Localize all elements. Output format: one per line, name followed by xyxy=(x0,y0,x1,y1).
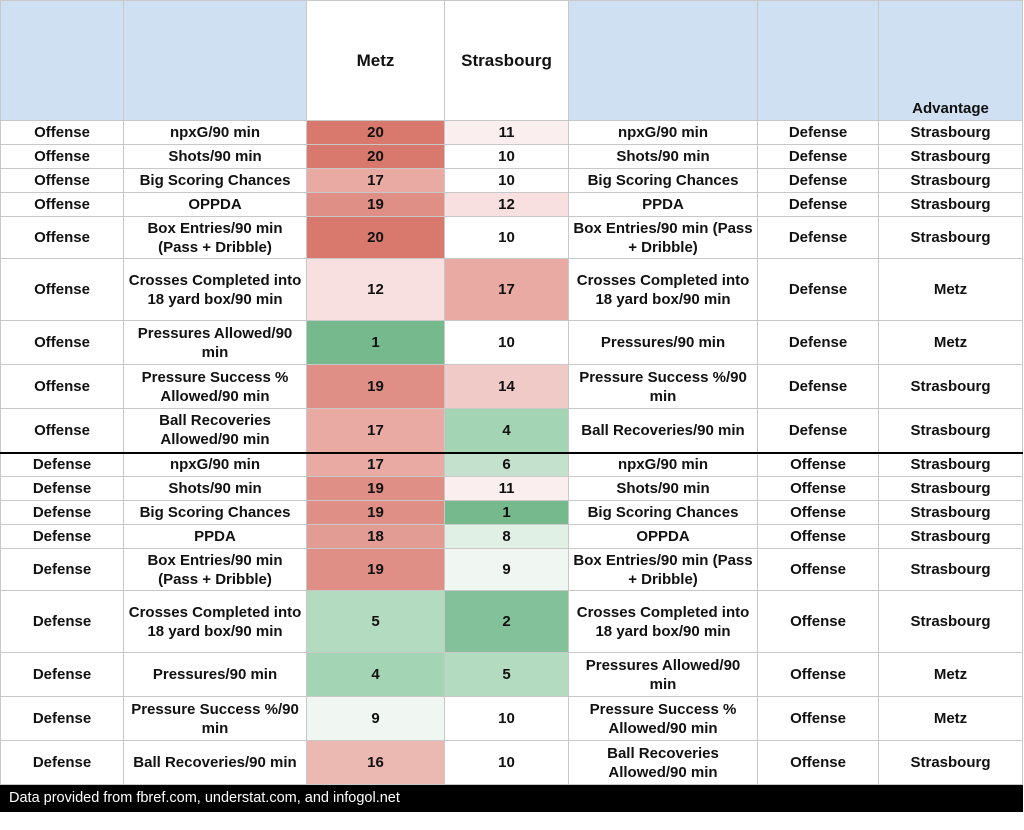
metric-left-cell[interactable]: Ball Recoveries Allowed/90 min xyxy=(124,409,307,453)
metz-value-cell[interactable]: 1 xyxy=(307,321,445,365)
metric-right-cell[interactable]: Pressures Allowed/90 min xyxy=(569,653,758,697)
category-left-cell[interactable]: Offense xyxy=(1,409,124,453)
strasbourg-value-cell[interactable]: 5 xyxy=(445,653,569,697)
table-row xyxy=(1,217,1023,259)
category-right-cell[interactable]: Defense xyxy=(758,409,879,453)
metz-value-cell[interactable]: 17 xyxy=(307,409,445,453)
table-row xyxy=(1,525,1023,549)
table-row xyxy=(1,321,1023,365)
advantage-cell[interactable]: Strasbourg xyxy=(879,477,1023,501)
advantage-cell[interactable]: Strasbourg xyxy=(879,525,1023,549)
metric-right-cell[interactable]: Pressure Success % Allowed/90 min xyxy=(569,697,758,741)
header-row xyxy=(1,1,1023,121)
metric-left-cell[interactable]: Box Entries/90 min (Pass + Dribble) xyxy=(124,217,307,259)
advantage-cell[interactable]: Metz xyxy=(879,259,1023,321)
category-right-cell[interactable]: Offense xyxy=(758,591,879,653)
header-strasbourg[interactable]: Strasbourg xyxy=(445,1,569,121)
strasbourg-value-cell[interactable]: 10 xyxy=(445,145,569,169)
metric-left-cell[interactable]: OPPDA xyxy=(124,193,307,217)
metz-value-cell[interactable]: 12 xyxy=(307,259,445,321)
category-right-cell[interactable]: Offense xyxy=(758,549,879,591)
category-left-cell[interactable]: Defense xyxy=(1,697,124,741)
metz-value-cell[interactable]: 5 xyxy=(307,591,445,653)
metric-right-cell[interactable]: Crosses Completed into 18 yard box/90 min xyxy=(569,259,758,321)
metric-left-cell[interactable]: Big Scoring Chances xyxy=(124,169,307,193)
metz-value-cell[interactable]: 20 xyxy=(307,121,445,145)
table-row xyxy=(1,121,1023,145)
metz-value-cell[interactable]: 17 xyxy=(307,453,445,477)
metric-left-cell[interactable]: Pressure Success % Allowed/90 min xyxy=(124,365,307,409)
metric-left-cell[interactable]: Crosses Completed into 18 yard box/90 min xyxy=(124,591,307,653)
strasbourg-value-cell[interactable]: 10 xyxy=(445,217,569,259)
metric-right-cell[interactable]: OPPDA xyxy=(569,525,758,549)
strasbourg-value-cell[interactable]: 12 xyxy=(445,193,569,217)
advantage-cell[interactable]: Strasbourg xyxy=(879,365,1023,409)
metz-value-cell[interactable]: 20 xyxy=(307,145,445,169)
metric-left-cell[interactable]: npxG/90 min xyxy=(124,453,307,477)
category-left-cell[interactable]: Defense xyxy=(1,477,124,501)
strasbourg-value-cell[interactable]: 10 xyxy=(445,321,569,365)
metric-left-cell[interactable]: npxG/90 min xyxy=(124,121,307,145)
advantage-cell[interactable]: Strasbourg xyxy=(879,217,1023,259)
category-right-cell[interactable]: Offense xyxy=(758,501,879,525)
table-row xyxy=(1,453,1023,477)
category-right-cell[interactable]: Offense xyxy=(758,453,879,477)
metric-left-cell[interactable]: Box Entries/90 min (Pass + Dribble) xyxy=(124,549,307,591)
metz-value-cell[interactable]: 20 xyxy=(307,217,445,259)
category-right-cell[interactable]: Offense xyxy=(758,653,879,697)
category-left-cell[interactable]: Offense xyxy=(1,321,124,365)
metric-right-cell[interactable]: Big Scoring Chances xyxy=(569,501,758,525)
metric-right-cell[interactable]: npxG/90 min xyxy=(569,453,758,477)
strasbourg-value-cell[interactable]: 14 xyxy=(445,365,569,409)
metric-left-cell[interactable]: Ball Recoveries/90 min xyxy=(124,741,307,785)
table-row xyxy=(1,169,1023,193)
metric-left-cell[interactable]: Crosses Completed into 18 yard box/90 min xyxy=(124,259,307,321)
strasbourg-value-cell[interactable]: 11 xyxy=(445,477,569,501)
advantage-cell[interactable]: Metz xyxy=(879,653,1023,697)
table-row xyxy=(1,697,1023,741)
metz-value-cell[interactable]: 4 xyxy=(307,653,445,697)
advantage-cell[interactable]: Strasbourg xyxy=(879,145,1023,169)
table-row xyxy=(1,741,1023,785)
strasbourg-value-cell[interactable]: 8 xyxy=(445,525,569,549)
strasbourg-value-cell[interactable]: 10 xyxy=(445,697,569,741)
category-right-cell[interactable]: Defense xyxy=(758,217,879,259)
metric-left-cell[interactable]: Pressures Allowed/90 min xyxy=(124,321,307,365)
metric-right-cell[interactable]: Ball Recoveries/90 min xyxy=(569,409,758,453)
metz-value-cell[interactable]: 19 xyxy=(307,477,445,501)
table-row xyxy=(1,591,1023,653)
metz-value-cell[interactable]: 9 xyxy=(307,697,445,741)
category-left-cell[interactable]: Defense xyxy=(1,653,124,697)
data-source-note: Data provided from fbref.com, understat.com, and infogol.net xyxy=(1,785,1023,812)
metric-left-cell[interactable]: PPDA xyxy=(124,525,307,549)
metz-value-cell[interactable]: 17 xyxy=(307,169,445,193)
category-left-cell[interactable]: Offense xyxy=(1,169,124,193)
category-right-cell[interactable]: Defense xyxy=(758,169,879,193)
table-row xyxy=(1,365,1023,409)
category-right-cell[interactable]: Offense xyxy=(758,741,879,785)
strasbourg-value-cell[interactable]: 9 xyxy=(445,549,569,591)
category-left-cell[interactable]: Offense xyxy=(1,259,124,321)
strasbourg-value-cell[interactable]: 1 xyxy=(445,501,569,525)
category-right-cell[interactable]: Offense xyxy=(758,525,879,549)
category-left-cell[interactable]: Defense xyxy=(1,501,124,525)
metric-right-cell[interactable]: Shots/90 min xyxy=(569,477,758,501)
advantage-cell[interactable]: Strasbourg xyxy=(879,501,1023,525)
metric-left-cell[interactable]: Shots/90 min xyxy=(124,477,307,501)
metz-value-cell[interactable]: 19 xyxy=(307,501,445,525)
header-blank-cell[interactable] xyxy=(124,1,307,121)
category-right-cell[interactable]: Defense xyxy=(758,121,879,145)
advantage-cell[interactable]: Metz xyxy=(879,321,1023,365)
category-right-cell[interactable]: Defense xyxy=(758,259,879,321)
category-left-cell[interactable]: Offense xyxy=(1,121,124,145)
strasbourg-value-cell[interactable]: 4 xyxy=(445,409,569,453)
advantage-cell[interactable]: Strasbourg xyxy=(879,549,1023,591)
category-left-cell[interactable]: Offense xyxy=(1,365,124,409)
metric-right-cell[interactable]: Big Scoring Chances xyxy=(569,169,758,193)
header-blank-cell[interactable] xyxy=(758,1,879,121)
strasbourg-value-cell[interactable]: 11 xyxy=(445,121,569,145)
table-row xyxy=(1,549,1023,591)
table-row xyxy=(1,477,1023,501)
category-left-cell[interactable]: Defense xyxy=(1,741,124,785)
category-right-cell[interactable]: Defense xyxy=(758,193,879,217)
advantage-cell[interactable]: Strasbourg xyxy=(879,169,1023,193)
table-row xyxy=(1,193,1023,217)
advantage-cell[interactable]: Strasbourg xyxy=(879,121,1023,145)
metric-right-cell[interactable]: Box Entries/90 min (Pass + Dribble) xyxy=(569,549,758,591)
category-left-cell[interactable]: Defense xyxy=(1,525,124,549)
advantage-cell[interactable]: Strasbourg xyxy=(879,193,1023,217)
metric-right-cell[interactable]: Ball Recoveries Allowed/90 min xyxy=(569,741,758,785)
strasbourg-value-cell[interactable]: 6 xyxy=(445,453,569,477)
category-left-cell[interactable]: Offense xyxy=(1,145,124,169)
metric-right-cell[interactable]: Pressure Success %/90 min xyxy=(569,365,758,409)
category-left-cell[interactable]: Offense xyxy=(1,193,124,217)
header-advantage[interactable]: Advantage xyxy=(879,1,1023,121)
metric-left-cell[interactable]: Pressure Success %/90 min xyxy=(124,697,307,741)
metric-left-cell[interactable]: Big Scoring Chances xyxy=(124,501,307,525)
metz-value-cell[interactable]: 18 xyxy=(307,525,445,549)
table-row xyxy=(1,653,1023,697)
category-right-cell[interactable]: Defense xyxy=(758,145,879,169)
metz-value-cell[interactable]: 19 xyxy=(307,365,445,409)
category-right-cell[interactable]: Offense xyxy=(758,697,879,741)
metz-value-cell[interactable]: 19 xyxy=(307,549,445,591)
header-blank-cell[interactable] xyxy=(569,1,758,121)
category-right-cell[interactable]: Offense xyxy=(758,477,879,501)
strasbourg-value-cell[interactable]: 17 xyxy=(445,259,569,321)
category-left-cell[interactable]: Defense xyxy=(1,549,124,591)
metz-value-cell[interactable]: 16 xyxy=(307,741,445,785)
metric-right-cell[interactable]: PPDA xyxy=(569,193,758,217)
table-row xyxy=(1,259,1023,321)
category-right-cell[interactable]: Defense xyxy=(758,365,879,409)
advantage-cell[interactable]: Strasbourg xyxy=(879,741,1023,785)
category-left-cell[interactable]: Defense xyxy=(1,453,124,477)
strasbourg-value-cell[interactable]: 10 xyxy=(445,169,569,193)
table-row xyxy=(1,501,1023,525)
header-metz[interactable]: Metz xyxy=(307,1,445,121)
table-row xyxy=(1,145,1023,169)
advantage-cell[interactable]: Strasbourg xyxy=(879,409,1023,453)
footer-row xyxy=(1,785,1023,812)
metric-right-cell[interactable]: npxG/90 min xyxy=(569,121,758,145)
advantage-cell[interactable]: Metz xyxy=(879,697,1023,741)
metric-left-cell[interactable]: Shots/90 min xyxy=(124,145,307,169)
table-row xyxy=(1,409,1023,453)
header-blank-cell[interactable] xyxy=(1,1,124,121)
metric-right-cell[interactable]: Box Entries/90 min (Pass + Dribble) xyxy=(569,217,758,259)
metric-left-cell[interactable]: Pressures/90 min xyxy=(124,653,307,697)
strasbourg-value-cell[interactable]: 10 xyxy=(445,741,569,785)
metric-right-cell[interactable]: Crosses Completed into 18 yard box/90 min xyxy=(569,591,758,653)
category-left-cell[interactable]: Defense xyxy=(1,591,124,653)
category-right-cell[interactable]: Defense xyxy=(758,321,879,365)
metric-right-cell[interactable]: Pressures/90 min xyxy=(569,321,758,365)
strasbourg-value-cell[interactable]: 2 xyxy=(445,591,569,653)
metz-value-cell[interactable]: 19 xyxy=(307,193,445,217)
advantage-cell[interactable]: Strasbourg xyxy=(879,453,1023,477)
category-left-cell[interactable]: Offense xyxy=(1,217,124,259)
metric-right-cell[interactable]: Shots/90 min xyxy=(569,145,758,169)
advantage-cell[interactable]: Strasbourg xyxy=(879,591,1023,653)
